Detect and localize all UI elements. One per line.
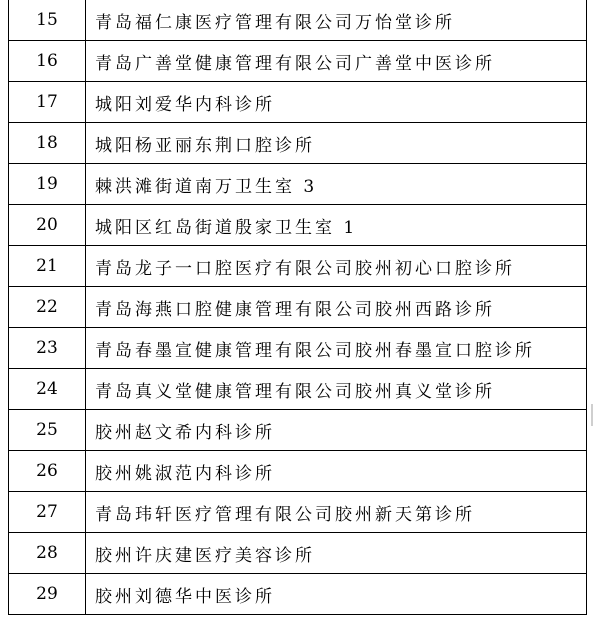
row-number: 28 (9, 533, 86, 574)
clinic-name: 青岛春墨宣健康管理有限公司胶州春墨宣口腔诊所 (86, 328, 587, 369)
clinic-name: 青岛玮轩医疗管理有限公司胶州新天第诊所 (86, 492, 587, 533)
clinic-table-body (9, 0, 587, 615)
row-number: 23 (9, 328, 86, 369)
table-row (9, 123, 587, 164)
row-number: 18 (9, 123, 86, 164)
table-row (9, 164, 587, 205)
table-row (9, 287, 587, 328)
row-number: 21 (9, 246, 86, 287)
clinic-name: 青岛海燕口腔健康管理有限公司胶州西路诊所 (86, 287, 587, 328)
clinic-name: 胶州许庆建医疗美容诊所 (86, 533, 587, 574)
table-row (9, 492, 587, 533)
row-number: 16 (9, 41, 86, 82)
table-row (9, 533, 587, 574)
table-row (9, 451, 587, 492)
clinic-name: 青岛广善堂健康管理有限公司广善堂中医诊所 (86, 41, 587, 82)
table-row (9, 246, 587, 287)
table-row (9, 328, 587, 369)
row-number: 22 (9, 287, 86, 328)
row-number: 25 (9, 410, 86, 451)
row-number: 19 (9, 164, 86, 205)
row-number: 20 (9, 205, 86, 246)
clinic-name: 青岛福仁康医疗管理有限公司万怡堂诊所 (86, 0, 587, 41)
clinic-name: 城阳杨亚丽东荆口腔诊所 (86, 123, 587, 164)
clinic-name: 城阳区红岛街道殷家卫生室 1 (86, 205, 587, 246)
row-number: 24 (9, 369, 86, 410)
row-number: 26 (9, 451, 86, 492)
row-number: 15 (9, 0, 86, 41)
clinic-name: 胶州赵文希内科诊所 (86, 410, 587, 451)
clinic-name: 胶州姚淑范内科诊所 (86, 451, 587, 492)
table-row (9, 410, 587, 451)
table-row (9, 574, 587, 615)
clinic-name: 胶州刘德华中医诊所 (86, 574, 587, 615)
clinic-name: 青岛龙子一口腔医疗有限公司胶州初心口腔诊所 (86, 246, 587, 287)
clinic-table (8, 0, 587, 615)
table-row (9, 82, 587, 123)
table-row (9, 0, 587, 41)
clinic-name: 棘洪滩街道南万卫生室 3 (86, 164, 587, 205)
page-edge-mark (591, 404, 593, 426)
table-row (9, 369, 587, 410)
clinic-name: 青岛真义堂健康管理有限公司胶州真义堂诊所 (86, 369, 587, 410)
row-number: 17 (9, 82, 86, 123)
clinic-table-container (8, 0, 587, 615)
table-row (9, 205, 587, 246)
row-number: 27 (9, 492, 86, 533)
row-number: 29 (9, 574, 86, 615)
clinic-name: 城阳刘爱华内科诊所 (86, 82, 587, 123)
table-row (9, 41, 587, 82)
